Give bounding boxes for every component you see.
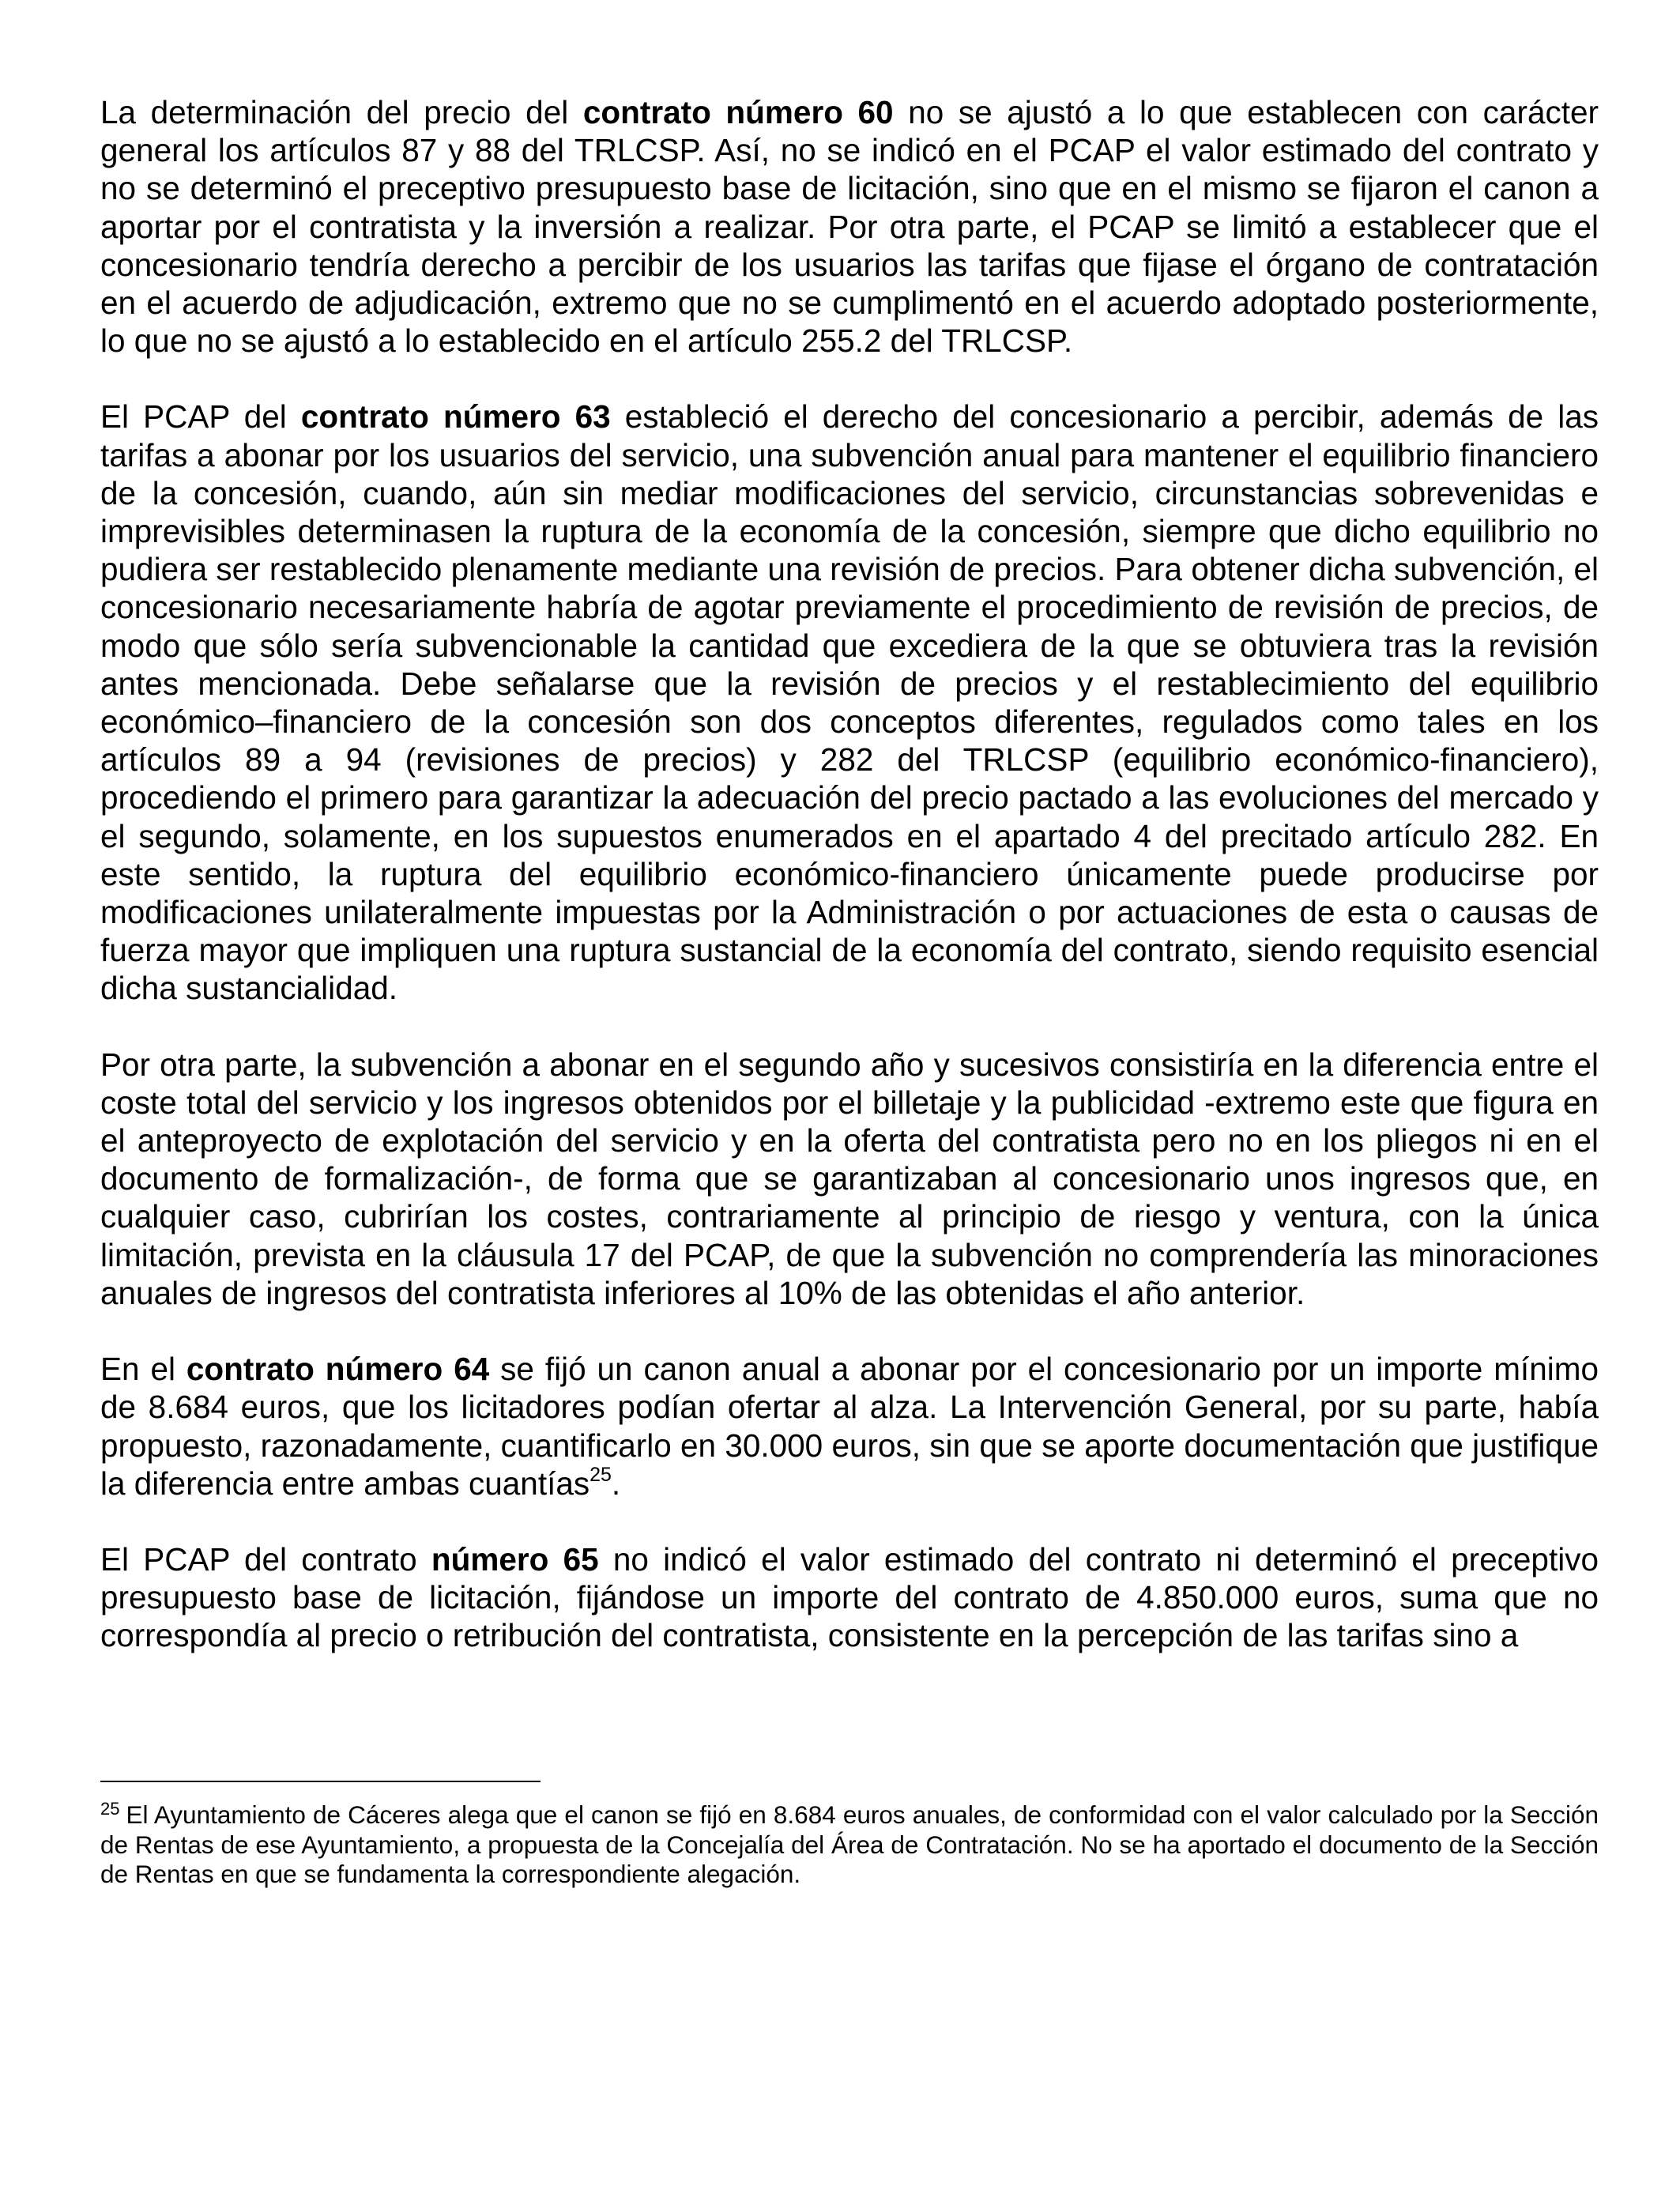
paragraph-text: En el: [100, 1351, 186, 1388]
footnote-text: El Ayuntamiento de Cáceres alega que el canon se fijó en 8.684 euros anuales, de conformidad con el valor calculado por la Sección de Rentas de ese Ayuntamiento, a propuesta de la Concejalía del Área de Contratación. No se ha aportado el documento de la Sección de Rentas en que se fundamenta la correspondiente alegación.: [100, 1800, 1599, 1889]
contract-reference: número 65: [431, 1540, 599, 1578]
paragraph-text: se fijó un canon anual a abonar por el concesionario por un importe mínimo de 8.684 euros, que los licitadores podían ofertar al alza. La Intervención General, por su parte, había propuesto, razonadamente, cuantificarlo en 30.000 euros, sin que se aporte documentación que justifique la diferencia entre ambas cuantías: [100, 1351, 1599, 1502]
footnote-number: 25: [100, 1798, 120, 1819]
paragraph-contrato-63: [100, 398, 1599, 1007]
paragraph-text: El PCAP del: [100, 398, 301, 435]
paragraph-subvencion: [100, 1046, 1599, 1312]
footnote-reference[interactable]: 25: [590, 1464, 612, 1487]
paragraph-text: no se ajustó a lo que establecen con carácter general los artículos 87 y 88 del TRLCSP. Así, no se indicó en el PCAP el valor estimado del contrato y no se determinó el preceptivo presupuesto base de licitación, sino que en el mismo se fijaron el canon a aportar por el contratista y la inversión a realizar. Por otra parte, el PCAP se limitó a establecer que el concesionario tendría derecho a percibir de los usuarios las tarifas que fijase el órgano de contratación en el acuerdo de adjudicación, extremo que no se cumplimentó en el acuerdo adoptado posteriormente, lo que no se ajustó a lo establecido en el artículo 255.2 del TRLCSP.: [100, 94, 1599, 360]
contract-reference: contrato número 64: [186, 1351, 490, 1388]
paragraph-text: .: [611, 1465, 621, 1502]
paragraph-text: Por otra parte, la subvención a abonar en el segundo año y sucesivos consistiría en la diferencia entre el coste total del servicio y los ingresos obtenidos por el billetaje y la publicidad -extremo este que figura en el anteproyecto de explotación del servicio y en la oferta del contratista pero no en los pliegos ni en el documento de formalización-, de forma que se garantizaban al concesionario unos ingresos que, en cualquier caso, cubrirían los costes, contrariamente al principio de riesgo y ventura, con la única limitación, prevista en la cláusula 17 del PCAP, de que la subvención no comprendería las minoraciones anuales de ingresos del contratista inferiores al 10% de las obtenidas el año anterior.: [100, 1046, 1599, 1311]
paragraph-text: estableció el derecho del concesionario a percibir, además de las tarifas a abonar por los usuarios del servicio, una subvención anual para mantener el equilibrio financiero de la concesión, cuando, aún sin mediar modificaciones del servicio, circunstancias sobrevenidas e imprevisibles determinasen la ruptura de la economía de la concesión, siempre que dicho equilibrio no pudiera ser restablecido plenamente mediante una revisión de precios. Para obtener dicha subvención, el concesionario necesariamente habría de agotar previamente el procedimiento de revisión de precios, de modo que sólo sería subvencionable la cantidad que excediera de la que se obtuviera tras la revisión antes mencionada. Debe señalarse que la revisión de precios y el restablecimiento del equilibrio económico–financiero de la concesión son dos conceptos diferentes, regulados como tales en los artículos 89 a 94 (revisiones de precios) y 282 del TRLCSP (equilibrio económico-financiero), procediendo el primero para garantizar la adecuación del precio pactado a las evoluciones del mercado y el segundo, solamente, en los supuestos enumerados en el apartado 4 del precitado artículo 282. En este sentido, la ruptura del equilibrio económico-financiero únicamente puede producirse por modificaciones unilateralmente impuestas por la Administración o por actuaciones de esta o causas de fuerza mayor que impliquen una ruptura sustancial de la economía del contrato, siendo requisito esencial dicha sustancialidad.: [100, 398, 1599, 1007]
paragraph-contrato-65: [100, 1540, 1599, 1655]
contract-reference: contrato número 60: [582, 94, 894, 130]
paragraph-text: El PCAP del contrato: [100, 1540, 431, 1578]
paragraph-text: La determinación del precio del: [100, 94, 583, 130]
contract-reference: contrato número 63: [300, 398, 611, 435]
paragraph-contrato-60: [100, 93, 1599, 360]
paragraph-contrato-64: [100, 1350, 1599, 1502]
footnote: [100, 1800, 1599, 1890]
paragraph-text: no indicó el valor estimado del contrato ni determinó el preceptivo presupuesto base de licitación, fijándose un importe del contrato de 4.850.000 euros, suma que no correspondía al precio o retribución del contratista, consistente en la percepción de las tarifas sino a: [100, 1540, 1599, 1654]
footnote-separator: [100, 1781, 541, 1782]
document-body: [100, 93, 1599, 1655]
